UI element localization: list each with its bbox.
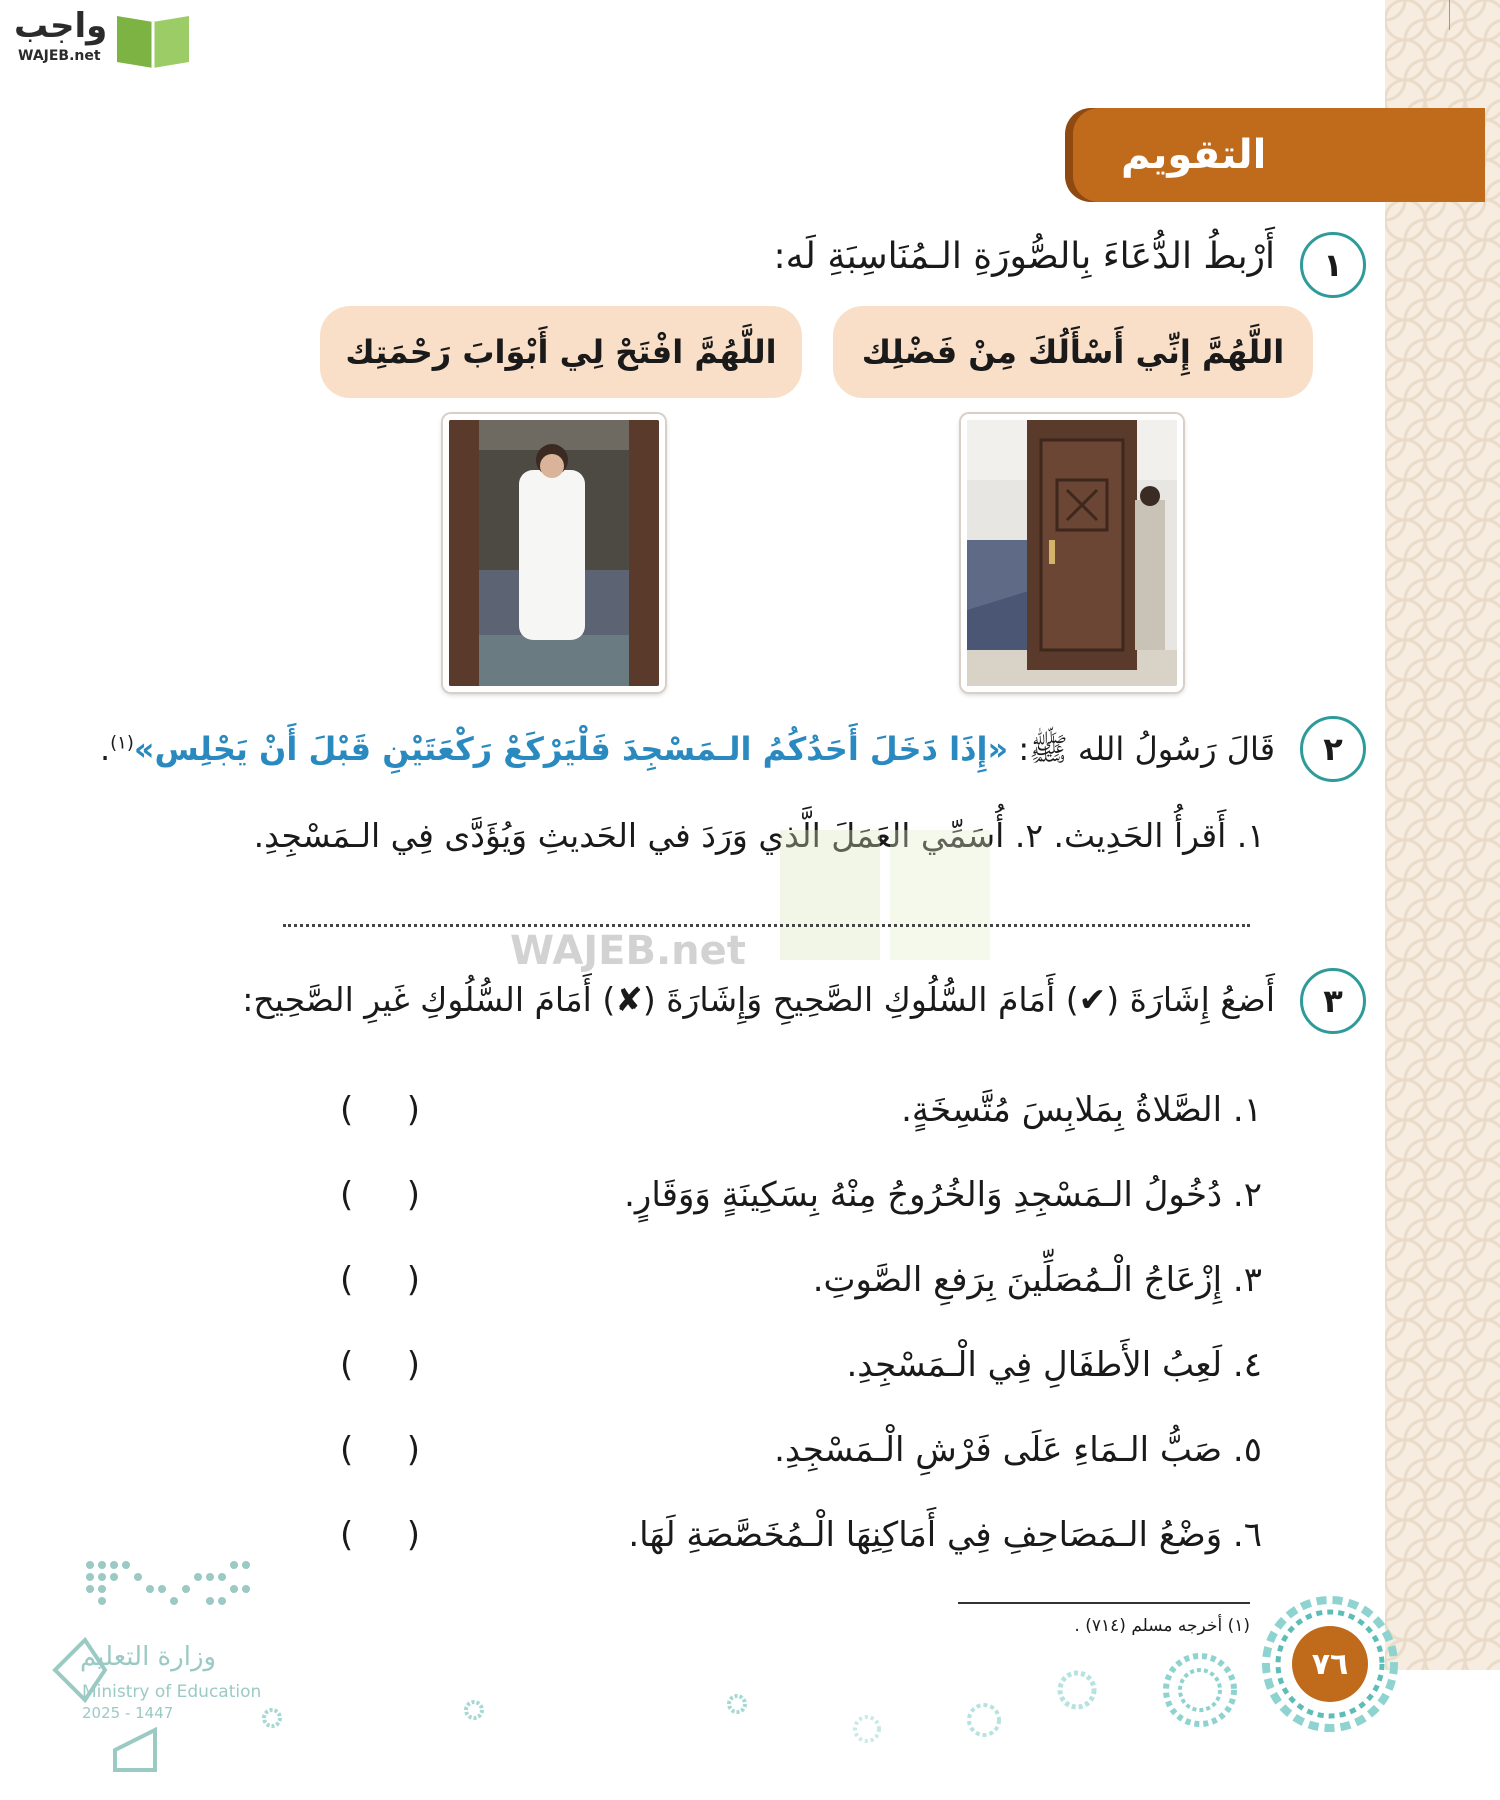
footnote-mark: (١) — [110, 732, 134, 754]
logo-arabic: واجب — [14, 6, 108, 46]
photo-boy-in-doorway[interactable] — [443, 414, 665, 692]
answer-slot-5[interactable] — [340, 1430, 420, 1470]
answer-slot-4[interactable] — [340, 1345, 420, 1385]
answer-slot-6[interactable] — [340, 1515, 420, 1555]
question-2-number-text: ٢ — [1323, 730, 1343, 768]
paren-close: ) — [406, 1260, 420, 1300]
hadith-intro: قَالَ رَسُولُ الله ﷺ: — [1018, 730, 1275, 768]
paren-close: ) — [406, 1175, 420, 1215]
ministry-english: Ministry of Education — [82, 1682, 262, 1702]
section-header — [1073, 108, 1485, 202]
page-number — [1292, 1626, 1368, 1702]
behavior-item-3: ٣. إِزْعَاجُ الْـمُصَلِّينَ بِرَفعِ الصَّوتِ. — [812, 1260, 1262, 1300]
paren-open: ( — [340, 1430, 354, 1470]
answer-slot-2[interactable] — [340, 1175, 420, 1215]
paren-close: ) — [406, 1345, 420, 1385]
photo-boy-at-door[interactable] — [961, 414, 1183, 692]
section-title: التقويم — [1121, 132, 1267, 178]
ministry-year: 2025 - 1447 — [82, 1704, 174, 1722]
footnote-rule — [958, 1602, 1250, 1604]
logo-latin: WAJEB.net — [18, 48, 101, 64]
rosette-tiny-icon — [725, 1692, 749, 1716]
prayer-text-1: اللَّهُمَّ إِنِّي أَسْأَلُكَ مِنْ فَضْلِك — [861, 333, 1285, 371]
question-3-number — [1300, 968, 1366, 1034]
question-2-number — [1300, 716, 1366, 782]
rosette-tiny-icon — [462, 1698, 486, 1722]
question-3-number-text: ٣ — [1323, 982, 1343, 1020]
question-1-number — [1300, 232, 1366, 298]
rosette-tiny-icon — [964, 1700, 1004, 1740]
hadith-text: «إِذَا دَخَلَ أَحَدُكُمُ الـمَسْجِدَ فَلْيَرْكَعْ رَكْعَتَيْنِ قَبْلَ أَنْ يَجْلِس» — [133, 730, 1009, 768]
question-3-instruction: أَضعُ إِشَارَةَ (✔) أَمَامَ السُّلُوكِ الصَّحِيحِ وَإِشَارَةَ (✘) أَمَامَ السُّلُوكِ غَيرِ الصَّحِيح: — [242, 980, 1275, 1019]
doorway-image — [449, 420, 659, 686]
crop-mark — [1449, 0, 1450, 30]
ministry-arabic: وزارة التعليم — [80, 1642, 217, 1672]
prayer-text-2: اللَّهُمَّ افْتَحْ لِي أَبْوَابَ رَحْمَتِك — [345, 333, 777, 371]
paren-close: ) — [406, 1515, 420, 1555]
paren-open: ( — [340, 1260, 354, 1300]
rosette-tiny-icon — [850, 1712, 884, 1746]
page-number-text: ٧٦ — [1311, 1646, 1349, 1682]
behavior-item-2: ٢. دُخُولُ الـمَسْجِدِ وَالخُرُوجُ مِنْهُ بِسَكِينَةٍ وَوَقَارٍ. — [624, 1175, 1262, 1215]
question-2-statement: قَالَ رَسُولُ الله ﷺ: «إِذَا دَخَلَ أَحَدُكُمُ الـمَسْجِدَ فَلْيَرْكَعْ رَكْعَتَيْنِ قَبْلَ أَنْ يَجْلِس»$^{(١)}$. — [99, 730, 1275, 768]
question-1-instruction: أَرْبطُ الدُّعَاءَ بِالصُّورَةِ الـمُنَاسِبَةِ لَه: — [773, 236, 1275, 277]
behavior-item-4: ٤. لَعِبُ الأَطفَالِ فِي الْـمَسْجِدِ. — [846, 1345, 1262, 1385]
answer-slot-1[interactable] — [340, 1090, 420, 1130]
prayer-box-2[interactable] — [320, 306, 802, 398]
behavior-item-5: ٥. صَبُّ الـمَاءِ عَلَى فَرْشِ الْـمَسْجِدِ. — [774, 1430, 1262, 1470]
question-1-number-text: ١ — [1323, 246, 1343, 284]
behavior-item-1: ١. الصَّلاةُ بِمَلابِسَ مُتَّسِخَةٍ. — [901, 1090, 1262, 1130]
mosque-door-image — [967, 420, 1177, 686]
answer-dotted-line — [283, 924, 1250, 927]
paren-close: ) — [406, 1090, 420, 1130]
paren-open: ( — [340, 1345, 354, 1385]
answer-slot-3[interactable] — [340, 1260, 420, 1300]
paren-close: ) — [406, 1430, 420, 1470]
paren-open: ( — [340, 1175, 354, 1215]
paren-open: ( — [340, 1515, 354, 1555]
footnote: (١) أخرجه مسلم (٧١٤) . — [1074, 1616, 1250, 1636]
rosette-small-icon — [1160, 1650, 1240, 1730]
behavior-item-6: ٦. وَضْعُ الـمَصَاحِفِ فِي أَمَاكِنِهَا الْـمُخَصَّصَةِ لَهَا. — [628, 1515, 1262, 1555]
paren-open: ( — [340, 1090, 354, 1130]
rosette-tiny-icon — [1055, 1668, 1099, 1712]
wajeb-logo[interactable] — [8, 6, 188, 66]
watermark-latin: WAJEB.net — [510, 928, 746, 974]
question-2-tasks: ١. أَقرأُ الحَدِيث. ٢. أُسَمِّي العَمَلَ الَّذي وَرَدَ في الحَديثِ وَيُؤَدَّى فِي الـمَسْجِدِ. — [253, 816, 1265, 855]
book-icon — [113, 12, 193, 70]
side-ornament-pattern — [1385, 0, 1500, 1670]
prayer-box-1[interactable] — [833, 306, 1313, 398]
